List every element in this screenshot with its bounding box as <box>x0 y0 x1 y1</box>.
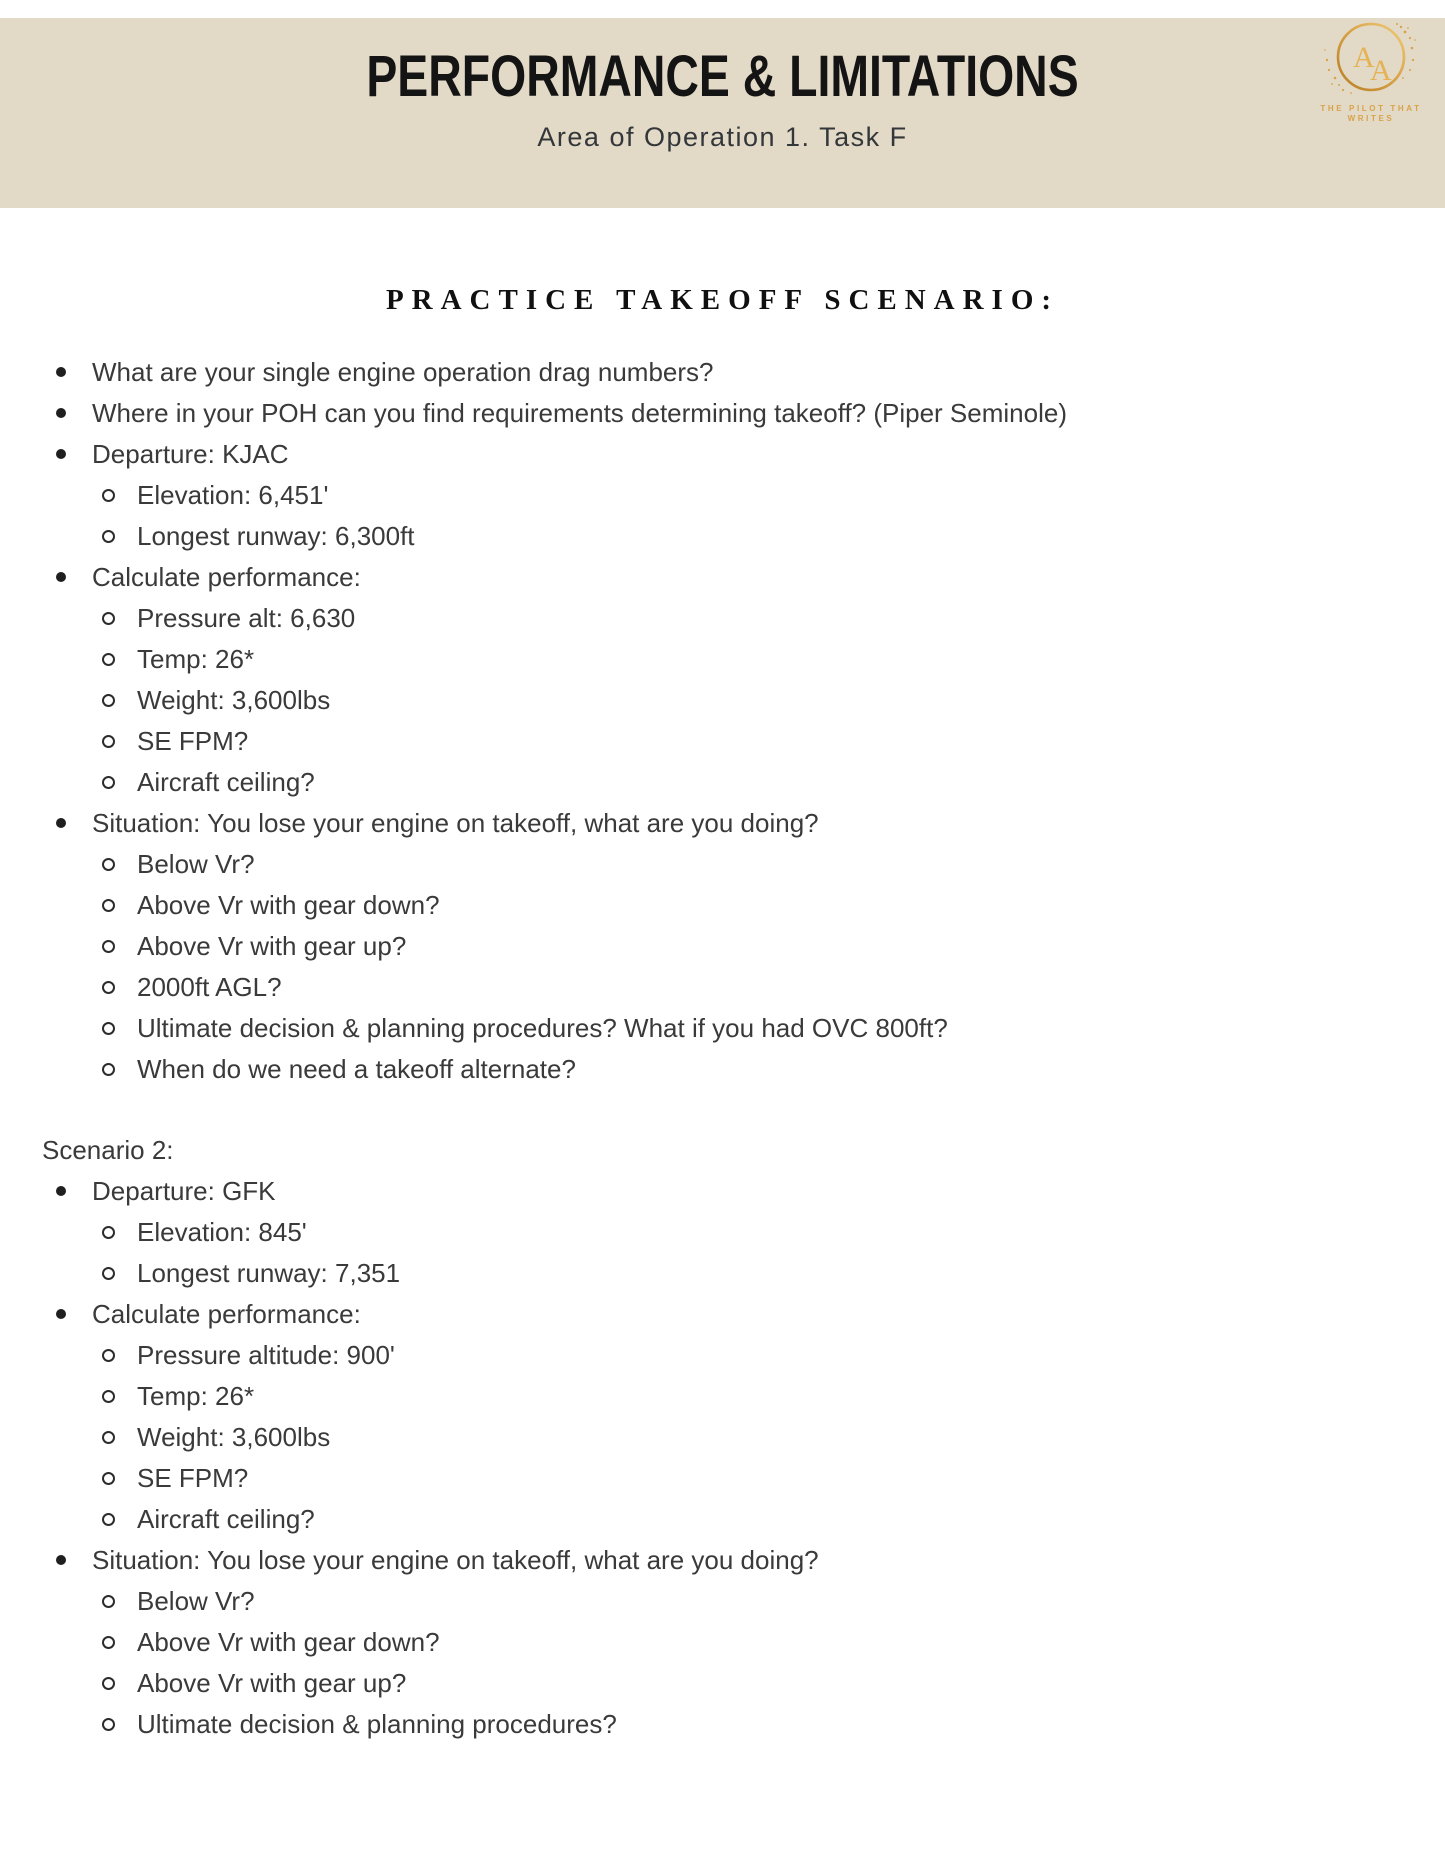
list-item <box>0 557 1445 803</box>
list-item <box>0 803 1445 1090</box>
list-item <box>92 1499 1445 1540</box>
list-item <box>92 926 1445 967</box>
list-item <box>0 1294 1445 1540</box>
list-item-text: Temp: 26* <box>137 644 255 674</box>
list-item-text: Below Vr? <box>137 849 255 879</box>
list-item <box>92 1008 1445 1049</box>
list-item-text: Longest runway: 7,351 <box>137 1258 401 1288</box>
list-item <box>92 475 1445 516</box>
list-item <box>0 393 1445 434</box>
sub-list <box>92 1212 1445 1294</box>
list-item <box>0 352 1445 393</box>
list-item-text: Departure: KJAC <box>92 439 289 469</box>
list-item-text: Ultimate decision & planning procedures? <box>137 1709 617 1739</box>
list-item-text: Situation: You lose your engine on takeoff, what are you doing? <box>92 808 819 838</box>
list-item <box>0 434 1445 557</box>
logo-caption-line2: WRITES <box>1347 114 1395 123</box>
list-item <box>92 721 1445 762</box>
logo-caption-line1: THE PILOT THAT <box>1320 104 1422 113</box>
list-item-text: SE FPM? <box>137 1463 249 1493</box>
list-item-text: Ultimate decision & planning procedures? What if you had OVC 800ft? <box>137 1013 948 1043</box>
list-item-text: Weight: 3,600lbs <box>137 1422 331 1452</box>
list-item-text: Where in your POH can you find requirements determining takeoff? (Piper Seminole) <box>92 398 1067 428</box>
page-subtitle: Area of Operation 1. Task F <box>537 122 908 152</box>
page-title: PERFORMANCE & LIMITATIONS <box>366 44 1079 109</box>
sub-list <box>92 475 1445 557</box>
list-item-text: Calculate performance: <box>92 562 361 592</box>
list-item <box>92 1253 1445 1294</box>
list-item-text: SE FPM? <box>137 726 249 756</box>
list-item-text: Aircraft ceiling? <box>137 767 315 797</box>
list-item-text: Elevation: 845' <box>137 1217 307 1247</box>
list-item <box>92 1049 1445 1090</box>
list-item <box>92 1581 1445 1622</box>
scenario1-list <box>0 352 1445 1090</box>
logo-monogram-a1: A <box>1353 41 1375 74</box>
sub-list <box>92 844 1445 1090</box>
scenario2-label: Scenario 2: <box>42 1135 174 1165</box>
list-item-text: 2000ft AGL? <box>137 972 282 1002</box>
list-item-text: Above Vr with gear down? <box>137 890 440 920</box>
list-item <box>92 680 1445 721</box>
list-item-text: Calculate performance: <box>92 1299 361 1329</box>
list-item <box>92 844 1445 885</box>
scenario2-list <box>0 1171 1445 1745</box>
sub-list <box>92 1335 1445 1540</box>
document-body <box>0 262 1445 1745</box>
list-item-text: Pressure alt: 6,630 <box>137 603 356 633</box>
list-item-text: Pressure altitude: 900' <box>137 1340 395 1370</box>
list-item-text: Aircraft ceiling? <box>137 1504 315 1534</box>
list-item <box>92 762 1445 803</box>
logo-ring-icon <box>1313 20 1429 98</box>
section-heading: PRACTICE TAKEOFF SCENARIO: <box>385 284 1060 316</box>
logo-monogram-a2: A <box>1370 54 1392 87</box>
list-item-text: Temp: 26* <box>137 1381 255 1411</box>
logo-caption <box>1313 104 1429 124</box>
sub-list <box>92 598 1445 803</box>
list-item-text: What are your single engine operation drag numbers? <box>92 357 714 387</box>
list-item <box>92 1704 1445 1745</box>
brand-logo <box>1313 20 1429 124</box>
list-item <box>92 598 1445 639</box>
sub-list <box>92 1581 1445 1745</box>
list-item-text: Above Vr with gear up? <box>137 931 407 961</box>
list-item <box>0 1171 1445 1294</box>
list-item <box>92 1622 1445 1663</box>
list-item <box>92 967 1445 1008</box>
list-item <box>92 1376 1445 1417</box>
list-item-text: Situation: You lose your engine on takeoff, what are you doing? <box>92 1545 819 1575</box>
list-item <box>92 885 1445 926</box>
list-item-text: Weight: 3,600lbs <box>137 685 331 715</box>
list-item-text: Departure: GFK <box>92 1176 276 1206</box>
list-item <box>0 1540 1445 1745</box>
list-item <box>92 1458 1445 1499</box>
list-item <box>92 1212 1445 1253</box>
list-item-text: Above Vr with gear up? <box>137 1668 407 1698</box>
list-item-text: Longest runway: 6,300ft <box>137 521 415 551</box>
list-item-text: Elevation: 6,451' <box>137 480 329 510</box>
list-item-text: Below Vr? <box>137 1586 255 1616</box>
list-item-text: When do we need a takeoff alternate? <box>137 1054 576 1084</box>
list-item <box>92 516 1445 557</box>
list-item-text: Above Vr with gear down? <box>137 1627 440 1657</box>
header-band <box>0 18 1445 208</box>
list-item <box>92 1663 1445 1704</box>
list-item <box>92 1335 1445 1376</box>
list-item <box>92 639 1445 680</box>
list-item <box>92 1417 1445 1458</box>
